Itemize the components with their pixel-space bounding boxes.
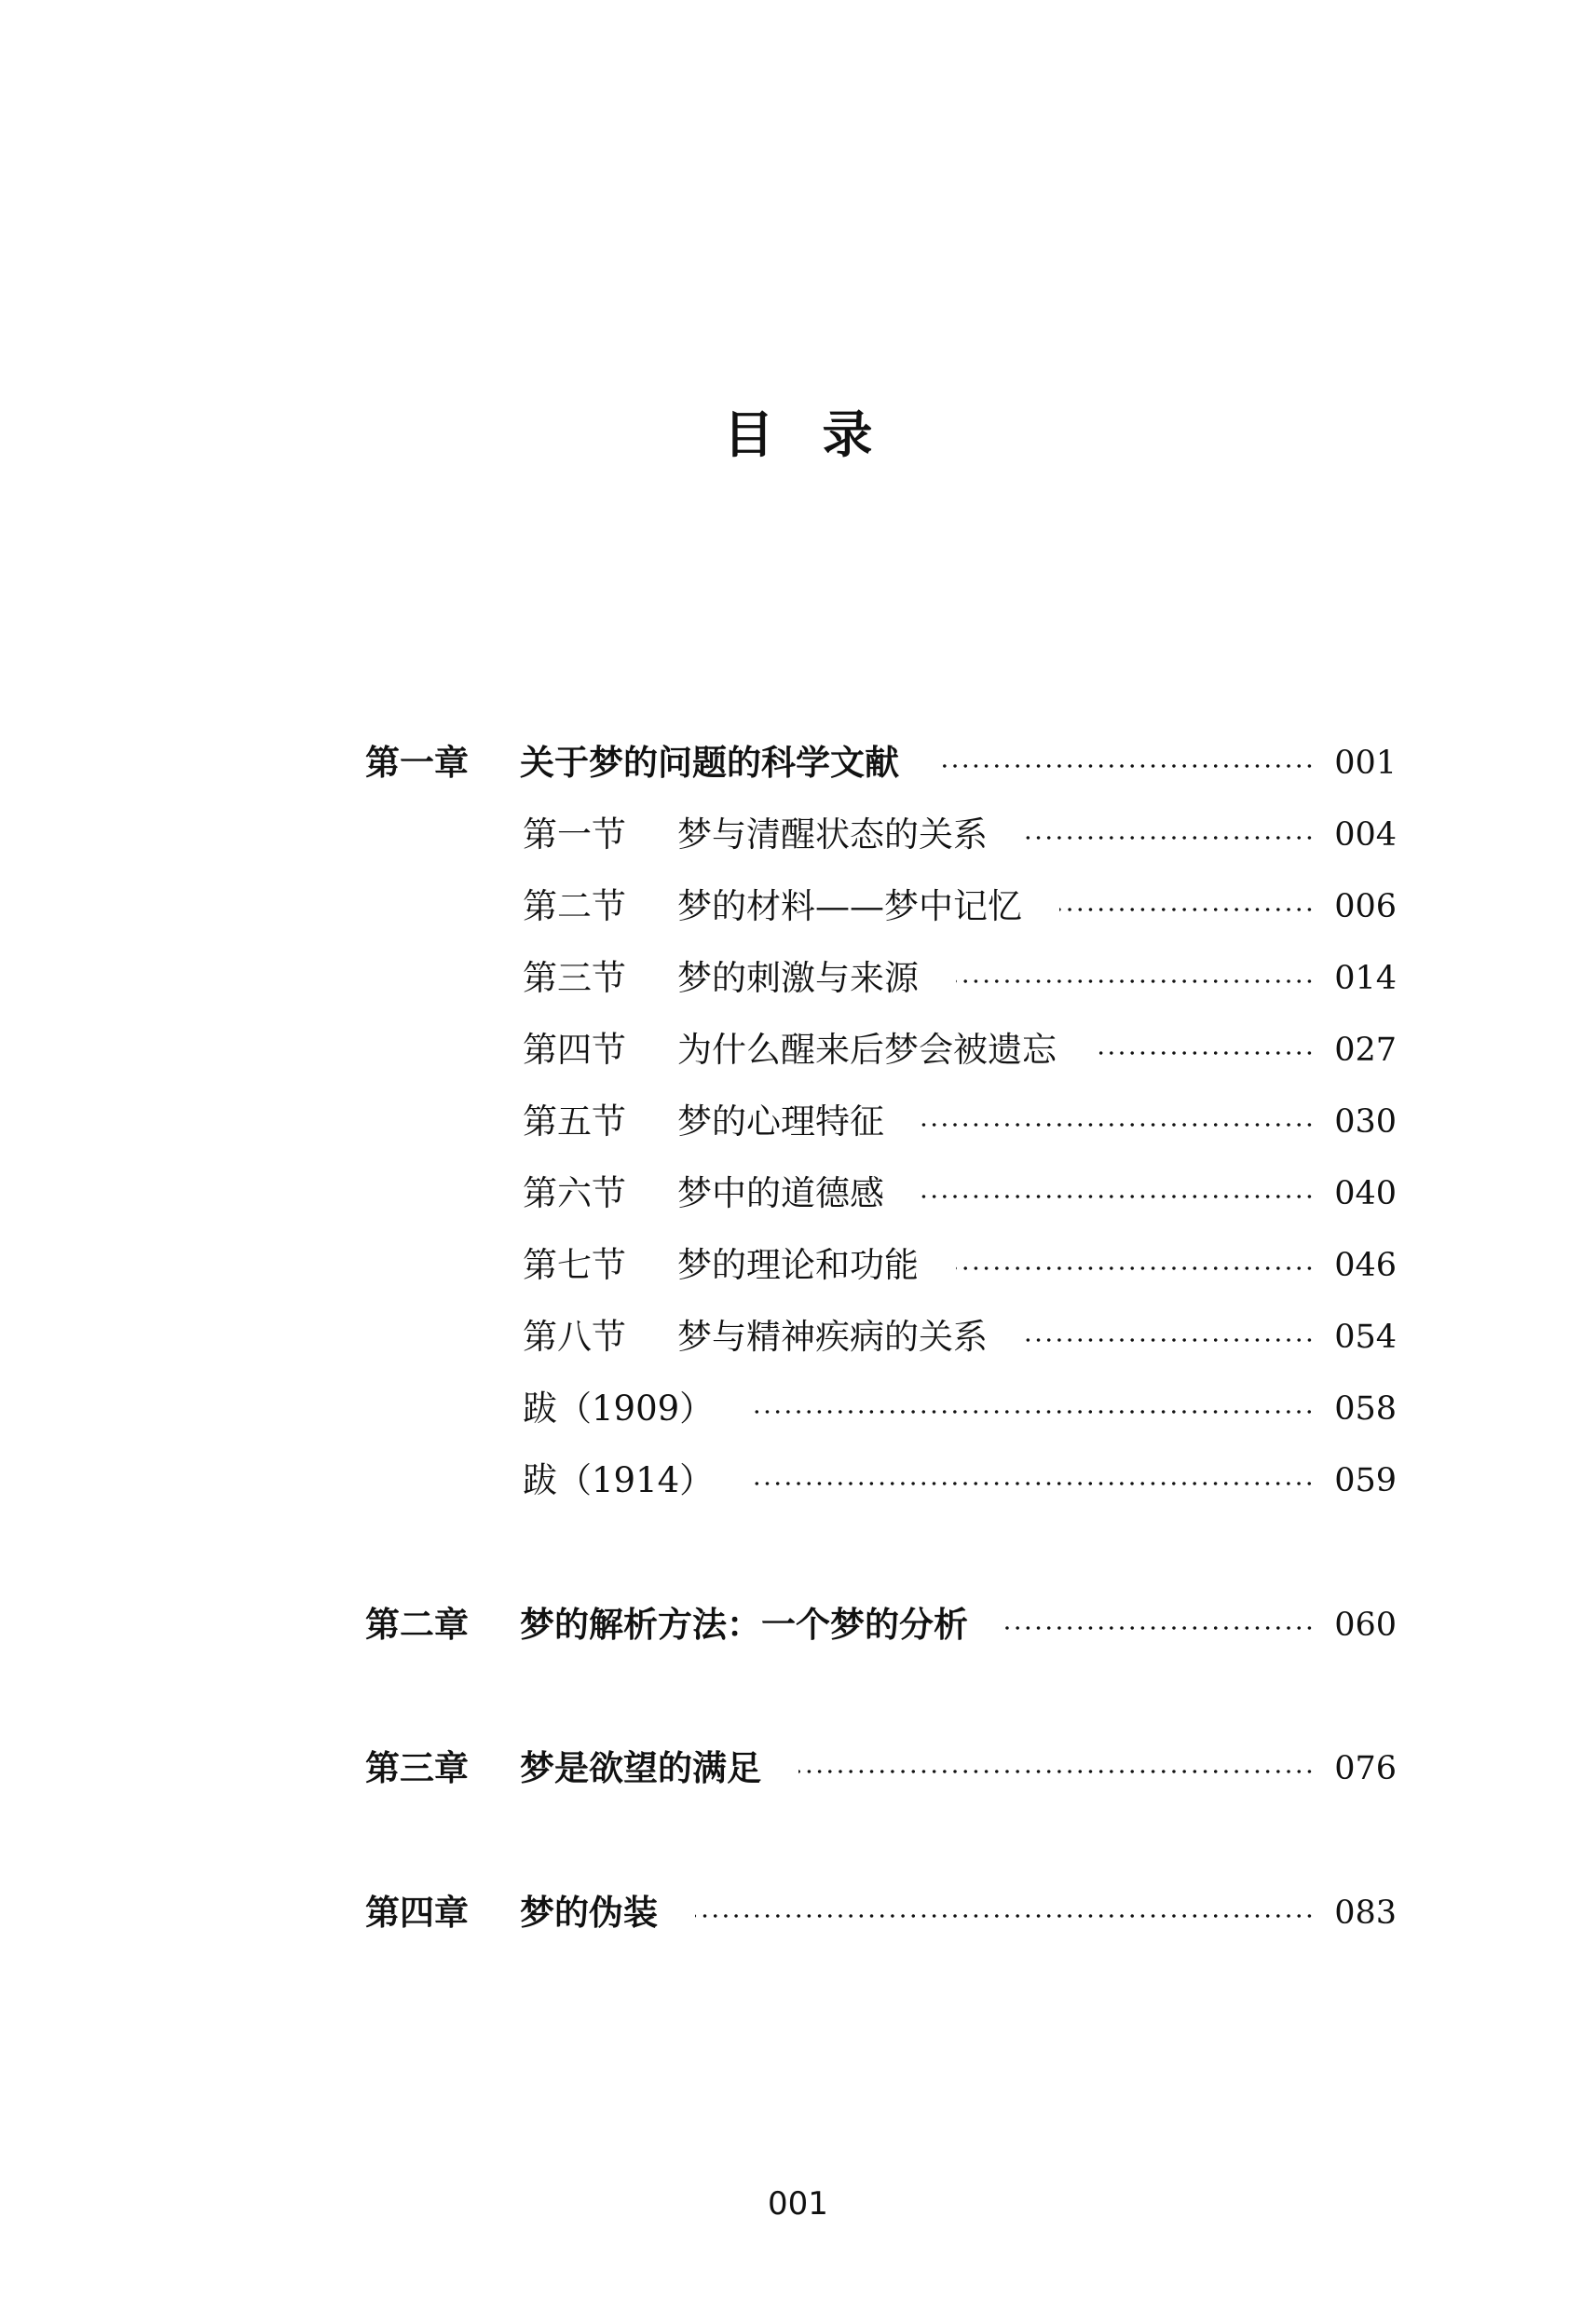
section-number: 第五节: [523, 1101, 626, 1142]
toc-section-2[interactable]: [523, 884, 1397, 929]
chapter-title: 梦是欲望的满足: [520, 1748, 761, 1788]
toc-postscript-1914[interactable]: [523, 1458, 1397, 1503]
section-number: 第七节: [523, 1245, 626, 1285]
section-number: 第三节: [523, 958, 626, 998]
section-title: 梦的材料——梦中记忆: [677, 886, 1022, 926]
postscript-title: 跋（1914）: [523, 1460, 715, 1500]
chapter-number: 第三章: [365, 1748, 469, 1788]
dot-leader: [1094, 1051, 1315, 1055]
page-number: 004: [1334, 816, 1397, 854]
dot-leader: [921, 1195, 1315, 1198]
section-number: 第四节: [523, 1030, 626, 1070]
section-number: 第二节: [523, 886, 626, 926]
chapter-title: 关于梦的问题的科学文献: [520, 743, 899, 783]
toc-section-8[interactable]: [523, 1315, 1397, 1360]
chapter-number: 第四章: [365, 1893, 469, 1933]
page-number: 060: [1334, 1607, 1397, 1644]
dot-leader: [1025, 836, 1315, 840]
page-number: 059: [1334, 1462, 1397, 1499]
page-number: 083: [1334, 1895, 1397, 1932]
page-number: 054: [1334, 1319, 1397, 1356]
page-folio: 001: [768, 2185, 828, 2223]
page-number: 076: [1334, 1750, 1397, 1787]
dot-leader: [695, 1914, 1315, 1918]
toc-chapter-3[interactable]: [365, 1746, 1397, 1791]
toc-section-4[interactable]: [523, 1028, 1397, 1073]
section-title: 梦的理论和功能: [677, 1245, 919, 1285]
section-title: 梦中的道德感: [677, 1173, 884, 1213]
toc-section-6[interactable]: [523, 1171, 1397, 1216]
chapter-number: 第一章: [365, 743, 469, 783]
toc-section-1[interactable]: [523, 813, 1397, 857]
dot-leader: [1059, 908, 1315, 911]
dot-leader: [1005, 1626, 1315, 1630]
section-title: 梦的刺激与来源: [677, 958, 919, 998]
section-title: 梦与精神疾病的关系: [677, 1317, 988, 1357]
page-number: 046: [1334, 1247, 1397, 1284]
section-title: 梦的心理特征: [677, 1101, 884, 1142]
page-number: 058: [1334, 1390, 1397, 1428]
page-number: 006: [1334, 888, 1397, 925]
dot-leader: [1025, 1338, 1315, 1342]
page-number: 040: [1334, 1175, 1397, 1212]
postscript-title: 跋（1909）: [523, 1389, 715, 1429]
section-number: 第六节: [523, 1173, 626, 1213]
toc-chapter-2[interactable]: [365, 1603, 1397, 1648]
page-number: 030: [1334, 1103, 1397, 1141]
toc-chapter-1[interactable]: [365, 741, 1397, 786]
dot-leader: [921, 1123, 1315, 1127]
dot-leader: [751, 1410, 1315, 1414]
toc-section-5[interactable]: [523, 1100, 1397, 1144]
toc-chapter-4[interactable]: [365, 1891, 1397, 1936]
dot-leader: [751, 1482, 1315, 1485]
dot-leader: [956, 1266, 1315, 1270]
page-number: 014: [1334, 960, 1397, 997]
page-title: 目录: [723, 405, 921, 464]
toc-section-7[interactable]: [523, 1243, 1397, 1288]
section-title: 梦与清醒状态的关系: [677, 814, 988, 855]
dot-leader: [798, 1770, 1315, 1773]
page-number: 001: [1334, 745, 1397, 782]
chapter-number: 第二章: [365, 1605, 469, 1645]
dot-leader: [956, 979, 1315, 983]
toc-section-3[interactable]: [523, 956, 1397, 1001]
chapter-title: 梦的伪装: [520, 1893, 658, 1933]
section-number: 第八节: [523, 1317, 626, 1357]
page-number: 027: [1334, 1032, 1397, 1069]
dot-leader: [936, 764, 1315, 768]
section-number: 第一节: [523, 814, 626, 855]
section-title: 为什么醒来后梦会被遗忘: [677, 1030, 1057, 1070]
chapter-title: 梦的解析方法：一个梦的分析: [520, 1605, 968, 1645]
toc-postscript-1909[interactable]: [523, 1387, 1397, 1431]
